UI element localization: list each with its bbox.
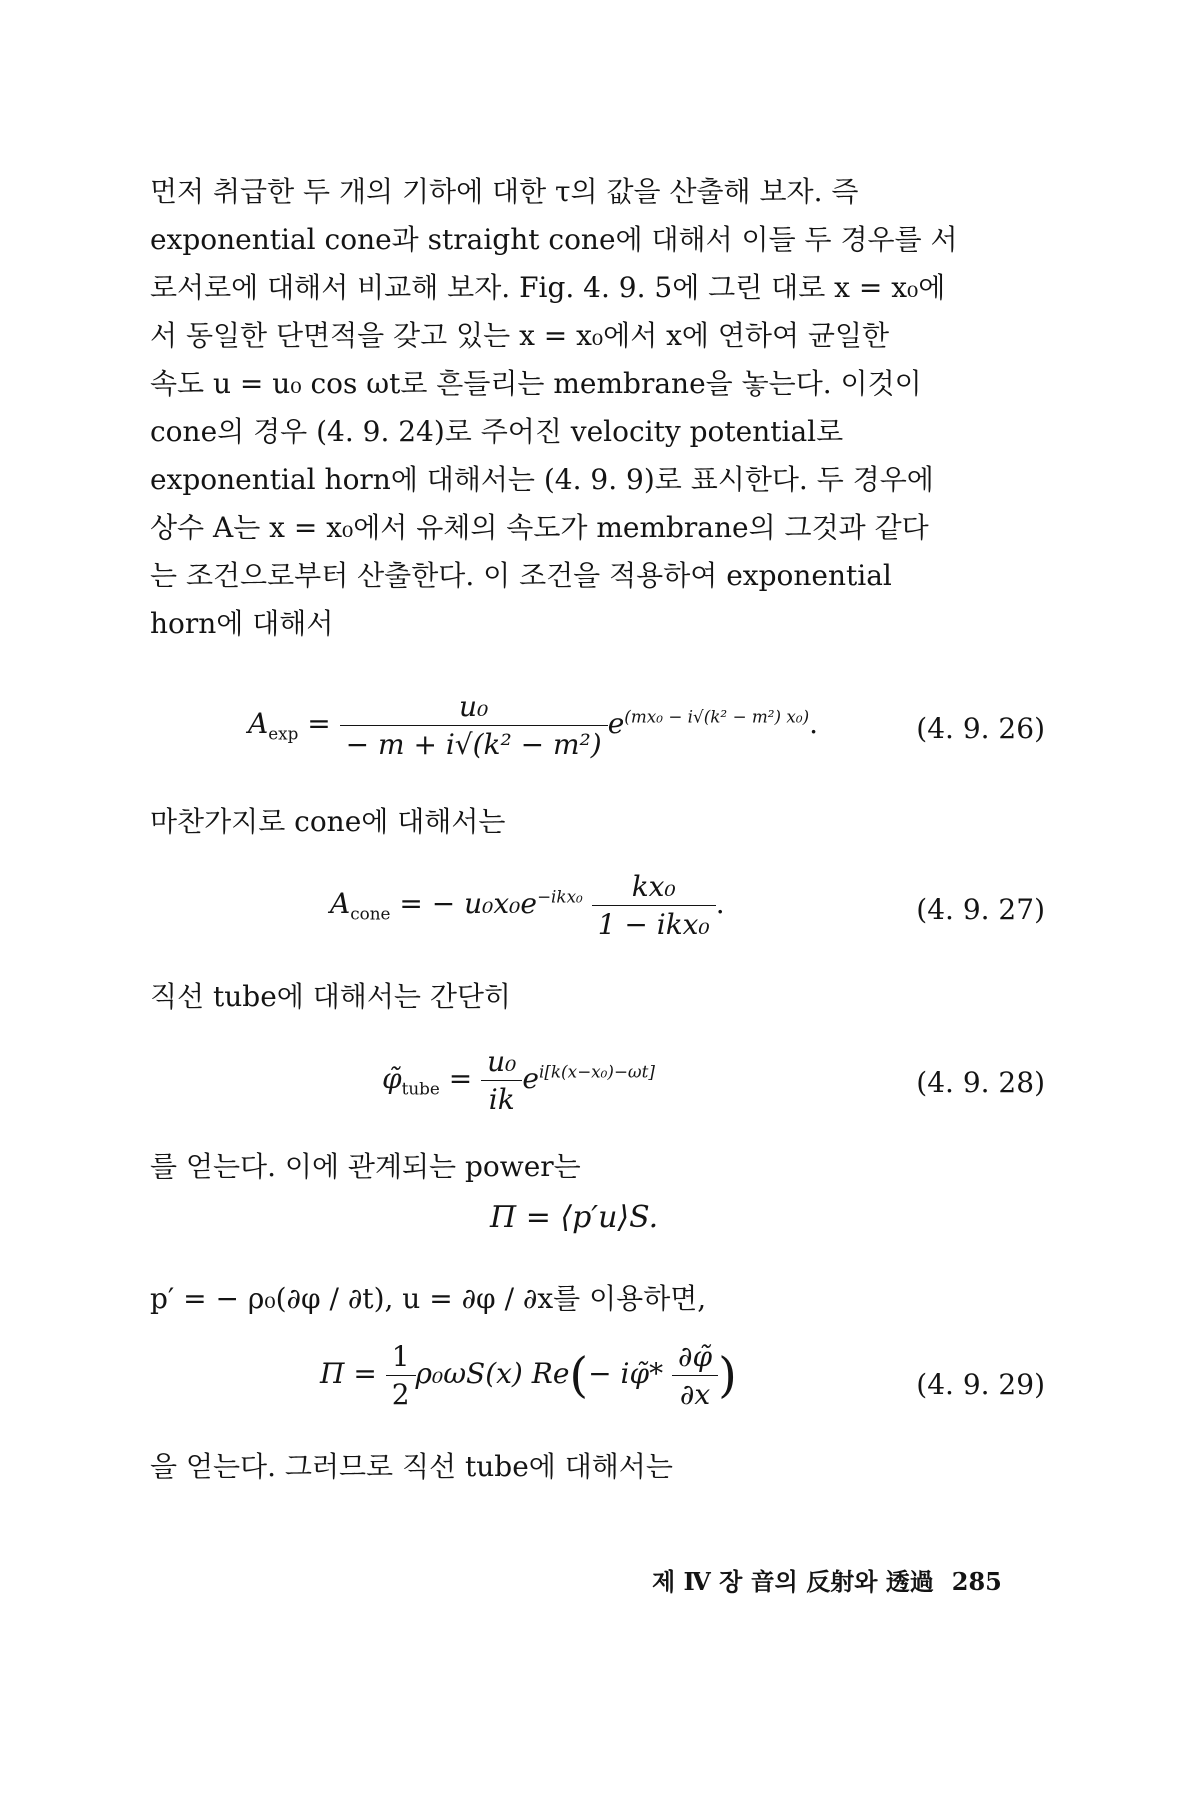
eq29-inner: − iφ̃* [588, 1357, 664, 1390]
text-cone: 마찬가지로 cone에 대해서는 [150, 805, 506, 838]
page-footer [652, 1562, 1002, 1597]
eq28-lhs-sub: tube [401, 1078, 440, 1099]
eq27-prefix: − u₀x₀e [431, 887, 537, 920]
eq26-denominator: − m + i√(k² − m²) [345, 728, 602, 761]
text-line: 속도 u = u₀ cos ωt로 흔들리는 membrane을 놓는다. 이것이 [150, 367, 922, 400]
eq29-lhs: Π = [320, 1357, 377, 1390]
eq28-numerator: u₀ [481, 1045, 522, 1081]
paragraph-1 [150, 168, 1045, 648]
equation-4-9-29 [320, 1340, 737, 1411]
eq28-lhs: φ̃ [382, 1062, 402, 1095]
text-line: cone의 경우 (4. 9. 24)로 주어진 velocity potential로 [150, 415, 844, 448]
eq26-exp-base: e [607, 707, 625, 740]
text-tube: 직선 tube에 대해서는 간단히 [150, 980, 511, 1013]
eq29-fraction [386, 1340, 416, 1411]
equation-number-29: (4. 9. 29) [916, 1368, 1045, 1401]
eq29-body: ρ₀ωS(x) Re [415, 1357, 570, 1390]
eq27-equals: = [399, 887, 423, 920]
eq29-paren-close: ) [718, 1347, 737, 1404]
text-line: horn에 대해서 [150, 607, 334, 640]
eq28-exp-base: e [522, 1062, 539, 1095]
eq27-numerator: kx₀ [592, 870, 716, 906]
eq26-equals: = [307, 707, 331, 740]
text-p-u: p′ = − ρ₀(∂φ / ∂t), u = ∂φ / ∂x를 이용하면, [150, 1282, 707, 1315]
text-line: exponential cone과 straight cone에 대해서 이들 두 경우를 서 [150, 223, 958, 256]
eq29-paren-open: ( [569, 1347, 589, 1404]
eq29-inner-fraction [672, 1340, 718, 1411]
text-line: 상수 A는 x = x₀에서 유체의 속도가 membrane의 그것과 같다 [150, 511, 929, 544]
equation-4-9-28 [382, 1045, 655, 1116]
page-number: 285 [951, 1567, 1002, 1596]
eq27-exponent: −ikx₀ [536, 886, 583, 907]
eq29-inner-numerator: ∂φ̃ [672, 1340, 718, 1376]
equation-4-9-27 [330, 870, 725, 941]
eq27-period: . [715, 887, 725, 920]
equation-number-28: (4. 9. 28) [916, 1066, 1045, 1099]
text-line: 먼저 취급한 두 개의 기하에 대한 τ의 값을 산출해 보자. 즉 [150, 175, 859, 208]
eq26-period: . [809, 707, 819, 740]
eq28-fraction [481, 1045, 522, 1116]
text-line: exponential horn에 대해서는 (4. 9. 9)로 표시한다. 두 경우에 [150, 463, 934, 496]
eq26-lhs-sub: exp [268, 723, 299, 744]
eq26-exponent: (mx₀ − i√(k² − m²) x₀) [624, 706, 810, 727]
eq27-fraction [592, 870, 716, 941]
text-line: 서 동일한 단면적을 갖고 있는 x = x₀에서 x에 연하여 균일한 [150, 319, 890, 352]
eq29-denominator: 2 [391, 1378, 410, 1411]
eq28-equals: = [448, 1062, 473, 1095]
eq28-denominator: ik [488, 1083, 515, 1116]
footer-chapter: 제 Ⅳ 장 音의 反射와 透過 [652, 1567, 934, 1596]
text-line: 는 조건으로부터 산출한다. 이 조건을 적용하여 exponential [150, 559, 892, 592]
equation-power: Π = ⟨p′u⟩S. [490, 1200, 659, 1235]
equation-number-27: (4. 9. 27) [916, 893, 1045, 926]
text-line: 로서로에 대해서 비교해 보자. Fig. 4. 9. 5에 그린 대로 x = x₀에 [150, 271, 946, 304]
text-last: 을 얻는다. 그러므로 직선 tube에 대해서는 [150, 1450, 673, 1483]
eq28-exponent: i[k(x−x₀)−ωt] [538, 1061, 655, 1082]
eq29-inner-denominator: ∂x [679, 1378, 711, 1411]
text-power: 를 얻는다. 이에 관계되는 power는 [150, 1150, 581, 1183]
eq26-lhs: A [248, 707, 269, 740]
eq26-fraction [340, 690, 608, 761]
eq27-lhs-sub: cone [350, 903, 391, 924]
equation-number-26: (4. 9. 26) [916, 712, 1045, 745]
eq29-numerator: 1 [386, 1340, 416, 1376]
eq27-denominator: 1 − ikx₀ [597, 908, 710, 941]
eq27-lhs: A [330, 887, 351, 920]
equation-4-9-26 [248, 690, 818, 761]
eq26-numerator: u₀ [340, 690, 608, 726]
